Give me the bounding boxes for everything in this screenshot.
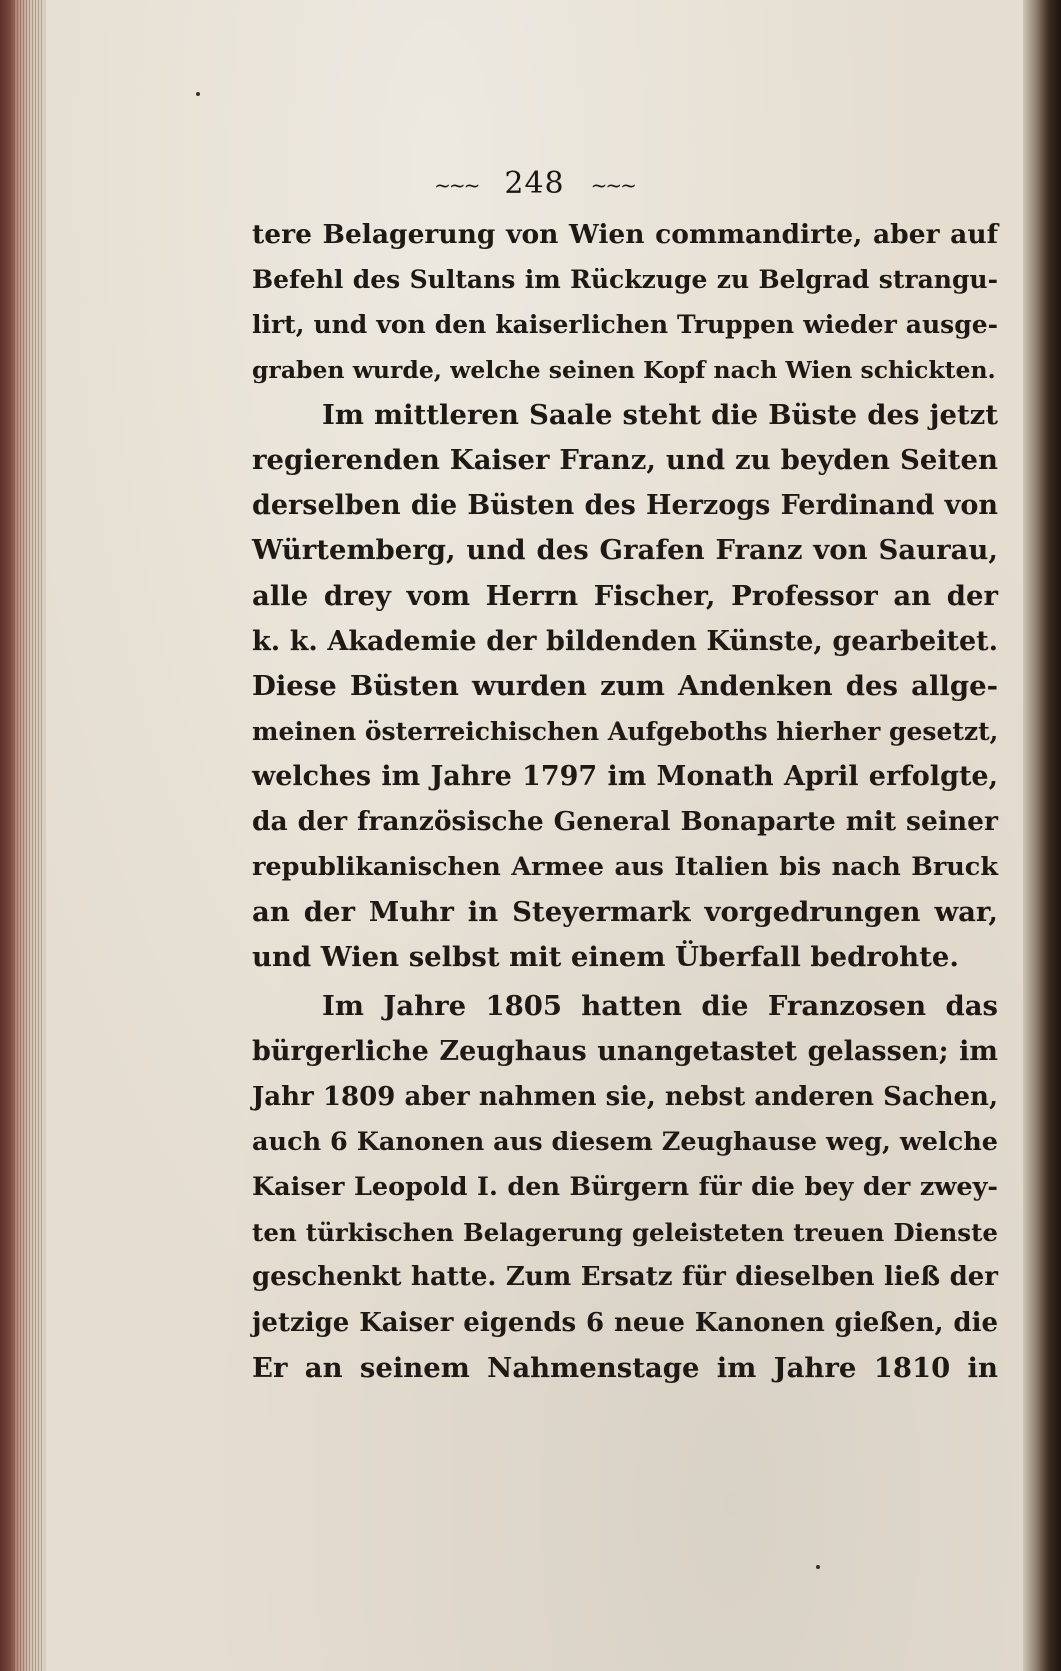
text-line: da der französische General Bonaparte mit seiner: [252, 806, 998, 838]
text-line: derselben die Büsten des Herzogs Ferdinand von: [252, 490, 998, 522]
text-line: welches im Jahre 1797 im Monath April erfolgte,: [252, 761, 998, 793]
text-line: Kaiser Leopold I. den Bürgern für die bey der zwey-: [252, 1171, 998, 1202]
text-line: auch 6 Kanonen aus diesem Zeughause weg, welche: [252, 1126, 998, 1157]
ornament-left: ~~~: [434, 173, 479, 197]
text-line: meinen österreichischen Aufgeboths hierher gesetzt,: [252, 717, 999, 747]
text-line: an der Muhr in Steyermark vorgedrungen war,: [252, 895, 998, 928]
text-line: Jahr 1809 aber nahmen sie, nebst anderen Sachen,: [252, 1081, 998, 1112]
page-paper: [46, 0, 1023, 1671]
text-line: Im Jahre 1805 hatten die Franzosen das: [322, 990, 998, 1023]
text-line: Im mittleren Saale steht die Büste des jetzt: [322, 398, 998, 431]
text-line: geschenkt hatte. Zum Ersatz für dieselben ließ der: [252, 1262, 998, 1293]
text-line: lirt, und von den kaiserlichen Truppen wieder ausge-: [252, 310, 998, 340]
text-line: Würtemberg, und des Grafen Franz von Saurau,: [252, 534, 998, 567]
text-line: jetzige Kaiser eigends 6 neue Kanonen gießen, die: [252, 1307, 998, 1338]
text-line: ten türkischen Belagerung geleisteten treuen Dienste: [252, 1218, 998, 1248]
text-line: bürgerliche Zeughaus unangetastet gelassen; im: [252, 1036, 998, 1068]
text-line: Er an seinem Nahmenstage im Jahre 1810 in: [252, 1351, 998, 1384]
text-line: k. k. Akademie der bildenden Künste, gearbeitet.: [252, 625, 998, 657]
text-line: tere Belagerung von Wien commandirte, aber auf: [252, 219, 998, 250]
text-line: alle drey vom Herrn Fischer, Professor an der: [252, 579, 998, 612]
text-line: graben wurde, welche seinen Kopf nach Wien schickten.: [252, 355, 996, 384]
text-line: Diese Büsten wurden zum Andenken des allge-: [252, 669, 998, 702]
paper-speck: [196, 92, 200, 96]
text-line: Befehl des Sultans im Rückzuge zu Belgrad strangu-: [252, 265, 998, 295]
text-line: und Wien selbst mit einem Überfall bedrohte.: [252, 941, 959, 973]
page-number: 248: [504, 166, 565, 201]
ornament-right: ~~~: [590, 173, 635, 197]
book-right-edge: [1023, 0, 1061, 1671]
body-text: [252, 212, 998, 1391]
text-line: regierenden Kaiser Franz, und zu beyden Seiten: [252, 443, 998, 476]
page-header: [46, 166, 1023, 201]
paper-speck: [816, 1565, 820, 1569]
page-stack-edges: [14, 0, 44, 1671]
text-line: republikanischen Armee aus Italien bis nach Bruck: [252, 851, 998, 882]
